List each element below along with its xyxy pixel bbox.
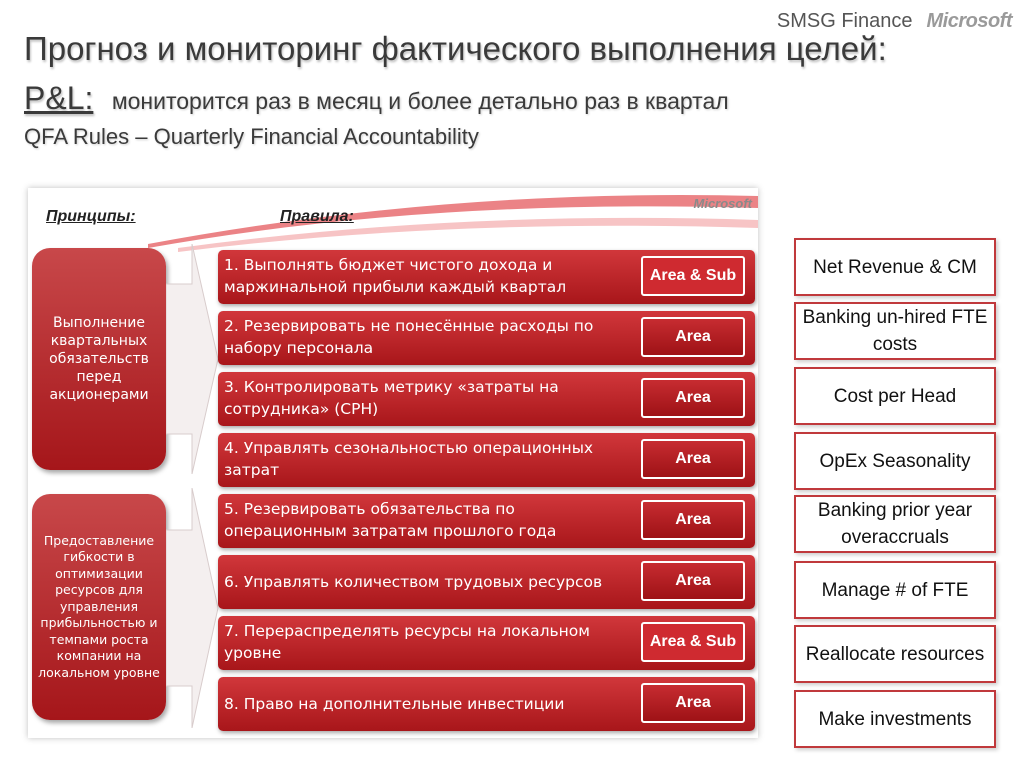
- rule-text: 3. Контролировать метрику «затраты на сотрудника» (CPH): [224, 378, 559, 418]
- rule-7: [218, 616, 755, 670]
- principle-resource-flexibility: [32, 494, 166, 720]
- pl-description: мониторится раз в месяц и более детально раз в квартал: [111, 88, 729, 114]
- principles-header: Принципы:: [46, 208, 136, 225]
- rule-text: 4. Управлять сезональностью операционных затрат: [224, 439, 594, 479]
- rule-text: 8. Право на дополнительные инвестиции: [224, 695, 565, 713]
- scope-tag: Area: [641, 683, 745, 723]
- rule-text: 6. Управлять количеством трудовых ресурсов: [224, 573, 603, 591]
- rule-text: 7. Перераспределять ресурсы на локальном уровне: [224, 622, 590, 662]
- page-title: Прогноз и мониторинг фактического выполнения целей:: [24, 30, 887, 67]
- scope-tag: Area: [641, 439, 745, 479]
- arrow-principle-1: [166, 244, 220, 474]
- rules-header: Правила:: [280, 208, 354, 225]
- rule-text: 1. Выполнять бюджет чистого дохода и маржинальной прибыли каждый квартал: [224, 256, 567, 296]
- rule-1: [218, 250, 755, 304]
- qfa-line: QFA Rules – Quarterly Financial Accountability: [24, 124, 479, 149]
- summary-box-opex-seasonality: OpEx Seasonality: [794, 432, 996, 490]
- scope-tag: Area & Sub: [641, 256, 745, 296]
- summary-box-investments: Make investments: [794, 690, 996, 748]
- rule-text: 2. Резервировать не понесённые расходы по набору персонала: [224, 317, 594, 357]
- rules-panel: [28, 188, 758, 738]
- scope-tag: Area: [641, 561, 745, 601]
- rule-text: 5. Резервировать обязательства по операционным затратам прошлого года: [224, 500, 557, 540]
- rule-2: [218, 311, 755, 365]
- rule-6: [218, 555, 755, 609]
- scope-tag: Area & Sub: [641, 622, 745, 662]
- summary-box-cost-per-head: Cost per Head: [794, 367, 996, 425]
- rule-8: [218, 677, 755, 731]
- arrow-principle-2: [166, 488, 220, 728]
- summary-box-reallocate: Reallocate resources: [794, 625, 996, 683]
- microsoft-logo: Microsoft: [926, 10, 1012, 32]
- summary-box-overaccruals: Banking prior year overaccruals: [794, 495, 996, 553]
- summary-box-net-revenue: Net Revenue & CM: [794, 238, 996, 296]
- principle-quarterly-commitments: [32, 248, 166, 470]
- brand-text: SMSG Finance: [776, 10, 913, 32]
- scope-tag: Area: [641, 500, 745, 540]
- pl-label: P&L:: [24, 80, 94, 116]
- rule-4: [218, 433, 755, 487]
- panel-microsoft-logo: Microsoft: [693, 196, 752, 211]
- scope-tag: Area: [641, 317, 745, 357]
- scope-tag: Area: [641, 378, 745, 418]
- rule-5: [218, 494, 755, 548]
- rule-3: [218, 372, 755, 426]
- subtitle: [24, 80, 729, 117]
- summary-box-manage-fte: Manage # of FTE: [794, 561, 996, 619]
- summary-box-unhired-fte: Banking un-hired FTE costs: [794, 302, 996, 360]
- principle-text: Предоставление гибкости в оптимизации ресурсов для управления прибыльностью и темпами роста компании на локальном уровне: [38, 532, 160, 680]
- principle-text: Выполнение квартальных обязательств перед акционерами: [49, 315, 149, 403]
